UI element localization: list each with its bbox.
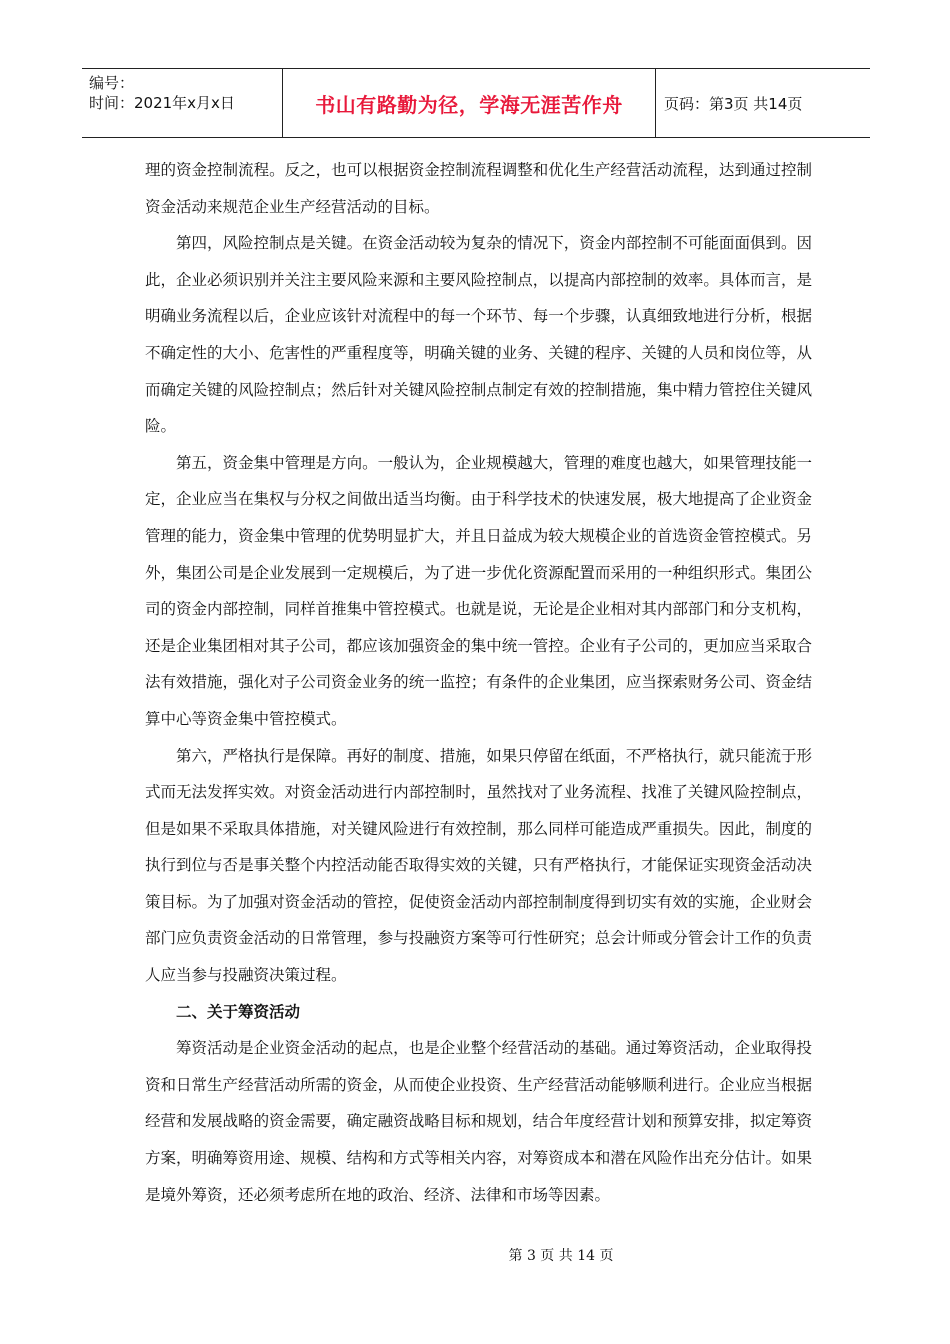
page-footer (0, 1245, 950, 1265)
paragraph-continuation: 理的资金控制流程。反之，也可以根据资金控制流程调整和优化生产经营活动流程，达到通过控制资金活动来规范企业生产经营活动的目标。 (145, 161, 812, 216)
footer-page-number: 第 3 页 共 14 页 (508, 1248, 614, 1264)
section-heading-financing: 二、关于筹资活动 (176, 1002, 301, 1021)
header-meta (82, 69, 283, 137)
paragraph-centralized-management: 第五，资金集中管理是方向。一般认为，企业规模越大，管理的难度也越大，如果管理技能一定，企业应当在集权与分权之间做出适当均衡。由于科学技术的快速发展，极大地提高了企业资金管理的能力，资金集中管理的优势明显扩大，并且日益成为较大规模企业的首选资金管控模式。另外，集团公司是企业发展到一定规模后，为了进一步优化资源配置而采用的一种组织形式。集团公司的资金内部控制，同样首推集中管控模式。也就是说，无论是企业相对其内部部门和分支机构，还是企业集团相对其子公司，都应该加强资金的集中统一管控。企业有子公司的，更加应当采取合法有效措施，强化对子公司资金业务的统一监控；有条件的企业集团，应当探索财务公司、资金结算中心等资金集中管控模式。 (145, 453, 812, 728)
paragraph-strict-execution: 第六，严格执行是保障。再好的制度、措施，如果只停留在纸面，不严格执行，就只能流于形式而无法发挥实效。对资金活动进行内部控制时，虽然找对了业务流程、找准了关键风险控制点，但是如果不采取具体措施，对关键风险进行有效控制，那么同样可能造成严重损失。因此，制度的执行到位与否是事关整个内控活动能否取得实效的关键，只有严格执行，才能保证实现资金活动决策目标。为了加强对资金活动的管控，促使资金活动内部控制制度得到切实有效的实施，企业财会部门应负责资金活动的日常管理，参与投融资方案等可行性研究；总会计师或分管会计工作的负责人应当参与投融资决策过程。 (145, 746, 812, 985)
paragraph-risk-control: 第四，风险控制点是关键。在资金活动较为复杂的情况下，资金内部控制不可能面面俱到。因此，企业必须识别并关注主要风险来源和主要风险控制点，以提高内部控制的效率。具体而言，是明确业务流程以后，企业应该针对流程中的每一个环节、每一个步骤，认真细致地进行分析，根据不确定性的大小、危害性的严重程度等，明确关键的业务、关键的程序、关键的人员和岗位等，从而确定关键的风险控制点；然后针对关键风险控制点制定有效的控制措施，集中精力管控住关键风险。 (145, 234, 812, 436)
document-body (145, 152, 812, 1213)
document-time-label: 时间：2021年x月x日 (89, 94, 235, 112)
header-motto: 书山有路勤为径，学海无涯苦作舟 (283, 69, 656, 137)
document-number-label: 编号： (89, 74, 135, 92)
header-page-info: 页码：第3页 共14页 (664, 94, 803, 113)
paragraph-financing-activities: 筹资活动是企业资金活动的起点，也是企业整个经营活动的基础。通过筹资活动，企业取得投资和日常生产经营活动所需的资金，从而使企业投资、生产经营活动能够顺利进行。企业应当根据经营和发展战略的资金需要，确定融资战略目标和规划，结合年度经营计划和预算安排，拟定筹资方案，明确筹资用途、规模、结构和方式等相关内容，对筹资成本和潜在风险作出充分估计。如果是境外筹资，还必须考虑所在地的政治、经济、法律和市场等因素。 (145, 1039, 812, 1204)
page-header (82, 68, 870, 138)
